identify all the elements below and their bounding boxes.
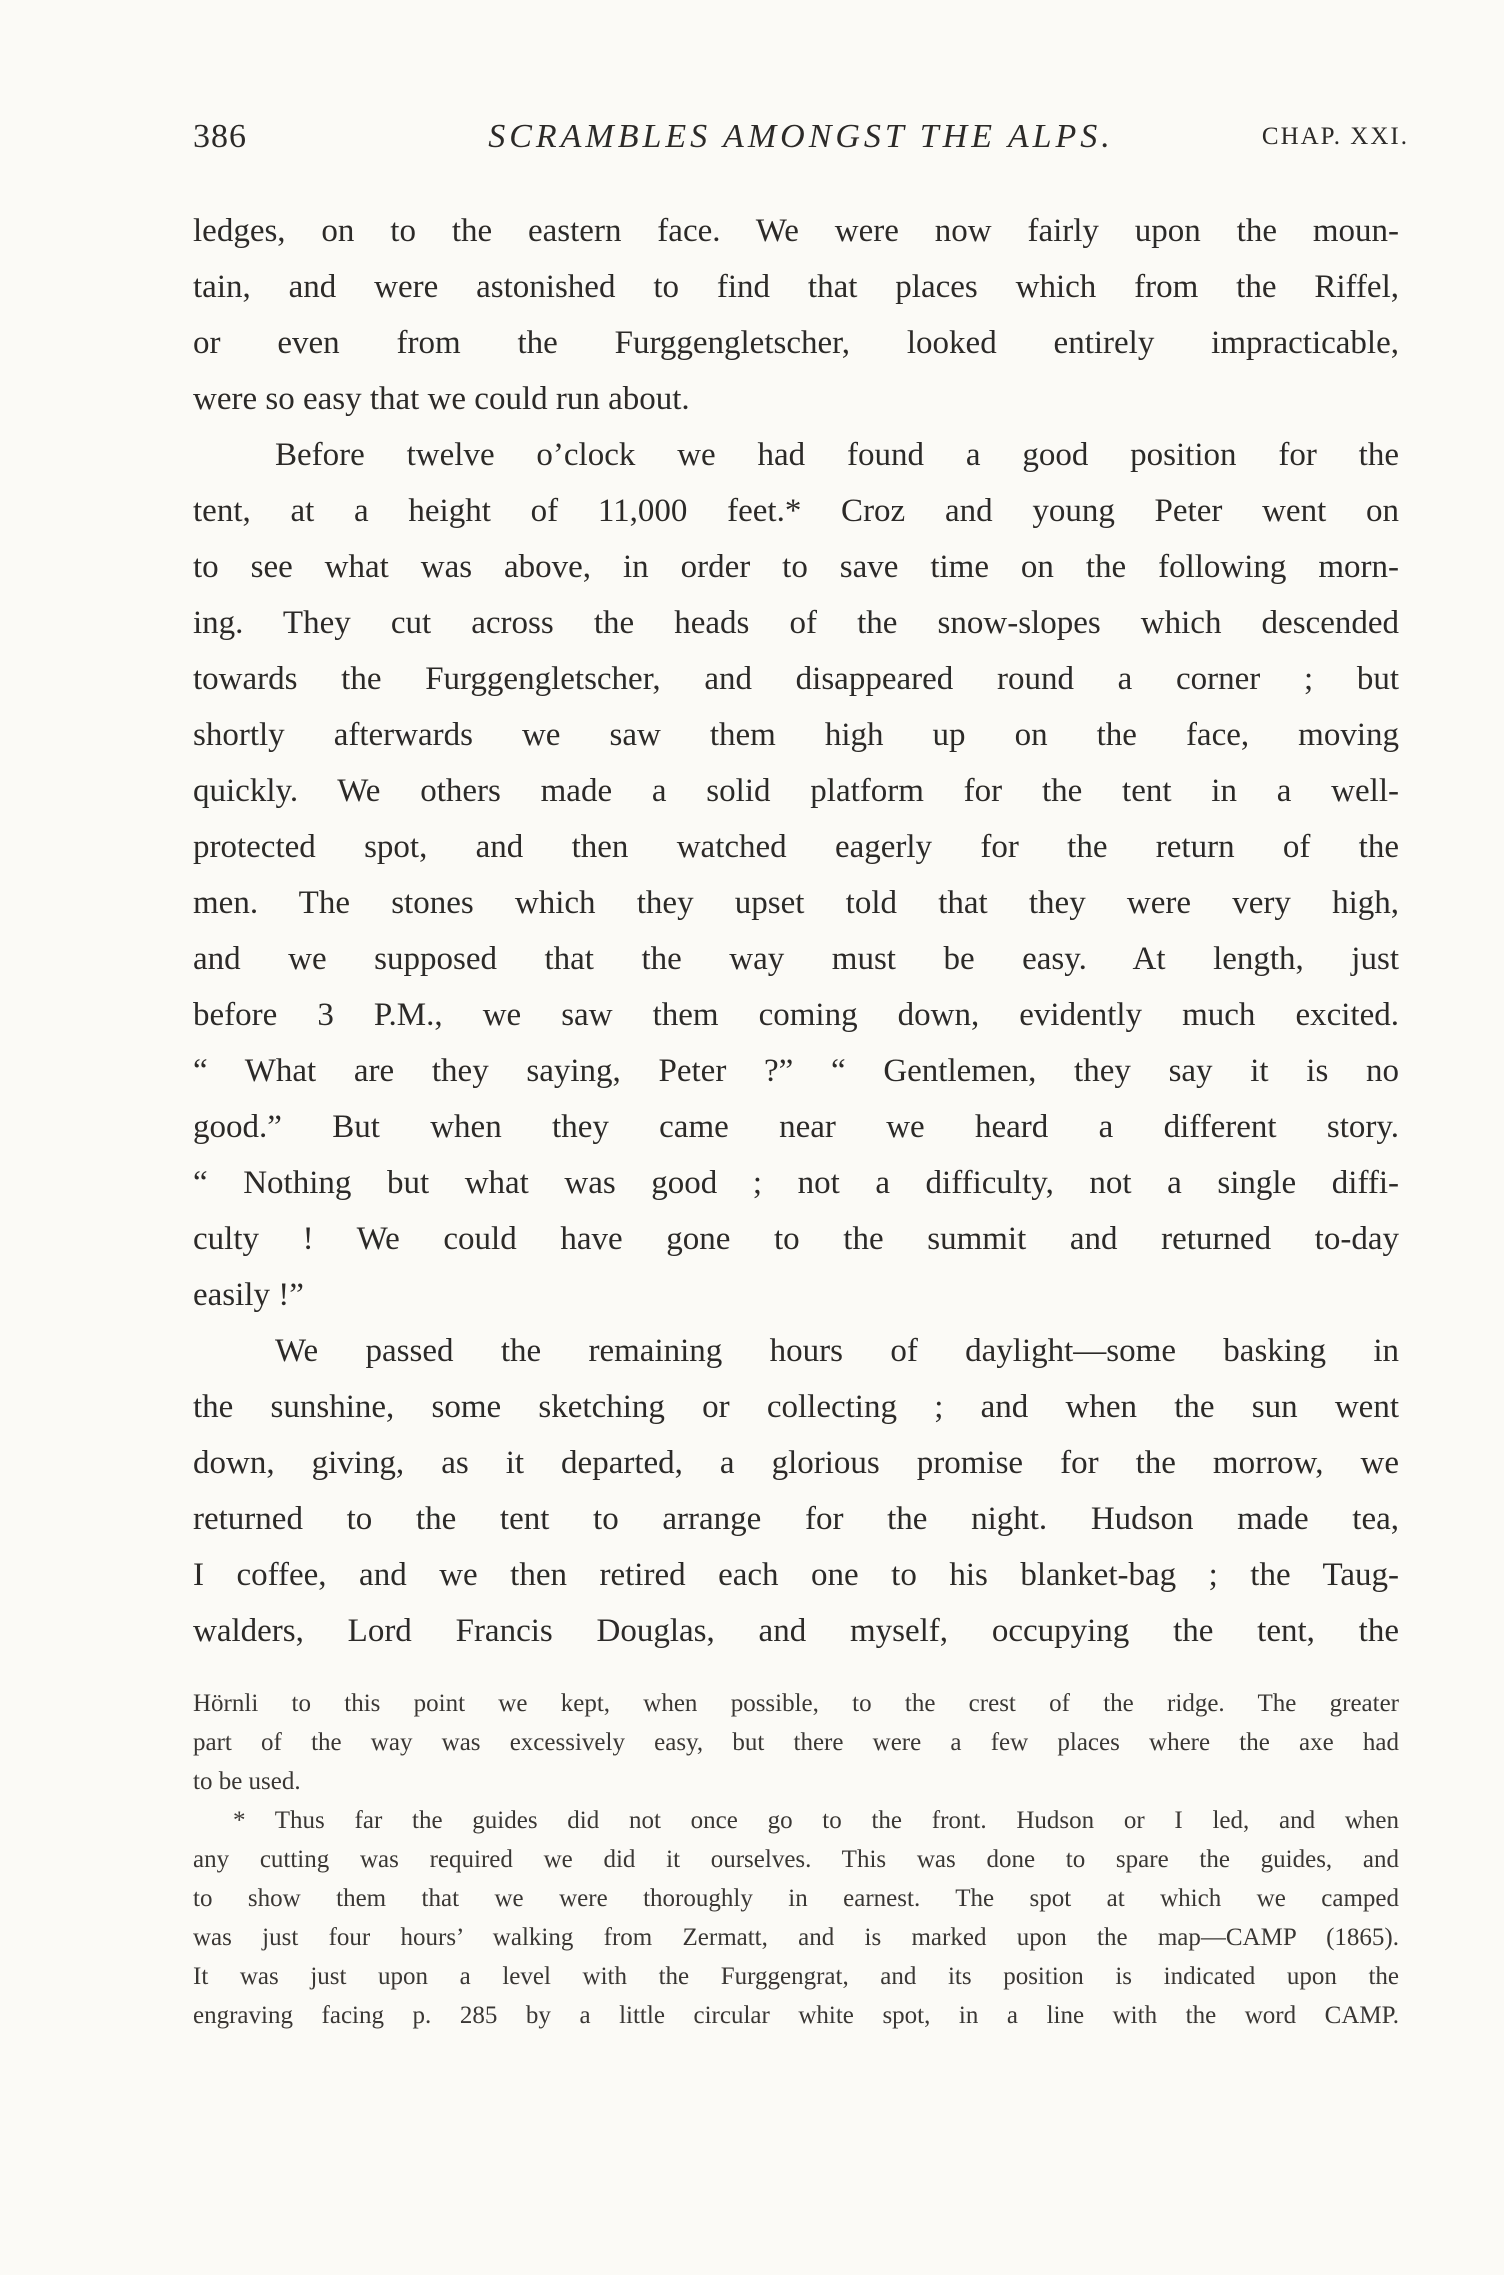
text-line: “ Nothing but what was good ; not a difficulty, not a single diffi- [193,1165,1399,1201]
book-title: SCRAMBLES AMONGST THE ALPS. [488,118,1114,155]
footnote-line: Hörnli to this point we kept, when possible, to the crest of the ridge. The greater [193,1690,1399,1717]
footnote-line: any cutting was required we did it ourselves. This was done to spare the guides, and [193,1846,1399,1873]
footnote-line: part of the way was excessively easy, but there were a few places where the axe had [193,1729,1399,1756]
footnote-line: to be used. [193,1768,301,1795]
text-line: ing. They cut across the heads of the snow-slopes which descended [193,605,1399,641]
text-line: “ What are they saying, Peter ?” “ Gentlemen, they say it is no [193,1053,1399,1089]
chapter-label: CHAP. XXI. [1261,123,1409,150]
text-line: culty ! We could have gone to the summit and returned to-day [193,1221,1399,1257]
main-text [193,203,1399,1659]
text-line: or even from the Furggengletscher, looked entirely impracticable, [193,325,1399,361]
text-line: men. The stones which they upset told that they were very high, [193,885,1399,921]
text-line: shortly afterwards we saw them high up on the face, moving [193,717,1399,753]
text-line: the sunshine, some sketching or collecting ; and when the sun went [193,1389,1399,1425]
footnote-line: * Thus far the guides did not once go to the front. Hudson or I led, and when [233,1807,1399,1834]
text-line: and we supposed that the way must be easy. At length, just [193,941,1399,977]
text-line: We passed the remaining hours of daylight—some basking in [275,1333,1399,1369]
footnote-line: to show them that we were thoroughly in earnest. The spot at which we camped [193,1885,1399,1912]
text-line: returned to the tent to arrange for the night. Hudson made tea, [193,1501,1399,1537]
text-line: quickly. We others made a solid platform for the tent in a well- [193,773,1399,809]
text-line: down, giving, as it departed, a glorious promise for the morrow, we [193,1445,1399,1481]
footnote-line: It was just upon a level with the Furggengrat, and its position is indicated upon the [193,1963,1399,1990]
text-line: walders, Lord Francis Douglas, and myself, occupying the tent, the [193,1613,1399,1649]
running-head [193,112,1409,162]
text-line: Before twelve o’clock we had found a good position for the [275,437,1399,473]
text-line: protected spot, and then watched eagerly for the return of the [193,829,1399,865]
footnote-line: was just four hours’ walking from Zermatt, and is marked upon the map—CAMP (1865). [193,1924,1399,1951]
text-line: I coffee, and we then retired each one to his blanket-bag ; the Taug- [193,1557,1399,1593]
text-line: tain, and were astonished to find that places which from the Riffel, [193,269,1399,305]
text-line: towards the Furggengletscher, and disappeared round a corner ; but [193,661,1399,697]
text-line: tent, at a height of 11,000 feet.* Croz and young Peter went on [193,493,1399,529]
text-line: ledges, on to the eastern face. We were now fairly upon the moun- [193,213,1399,249]
page-number: 386 [193,118,247,155]
text-line: good.” But when they came near we heard a different story. [193,1109,1399,1145]
footnotes [193,1684,1399,2035]
text-line: before 3 P.M., we saw them coming down, evidently much excited. [193,997,1399,1033]
text-line: were so easy that we could run about. [193,381,690,417]
text-line: easily !” [193,1277,304,1313]
footnote-line: engraving facing p. 285 by a little circular white spot, in a line with the word CAMP. [193,2002,1399,2029]
text-line: to see what was above, in order to save time on the following morn- [193,549,1399,585]
